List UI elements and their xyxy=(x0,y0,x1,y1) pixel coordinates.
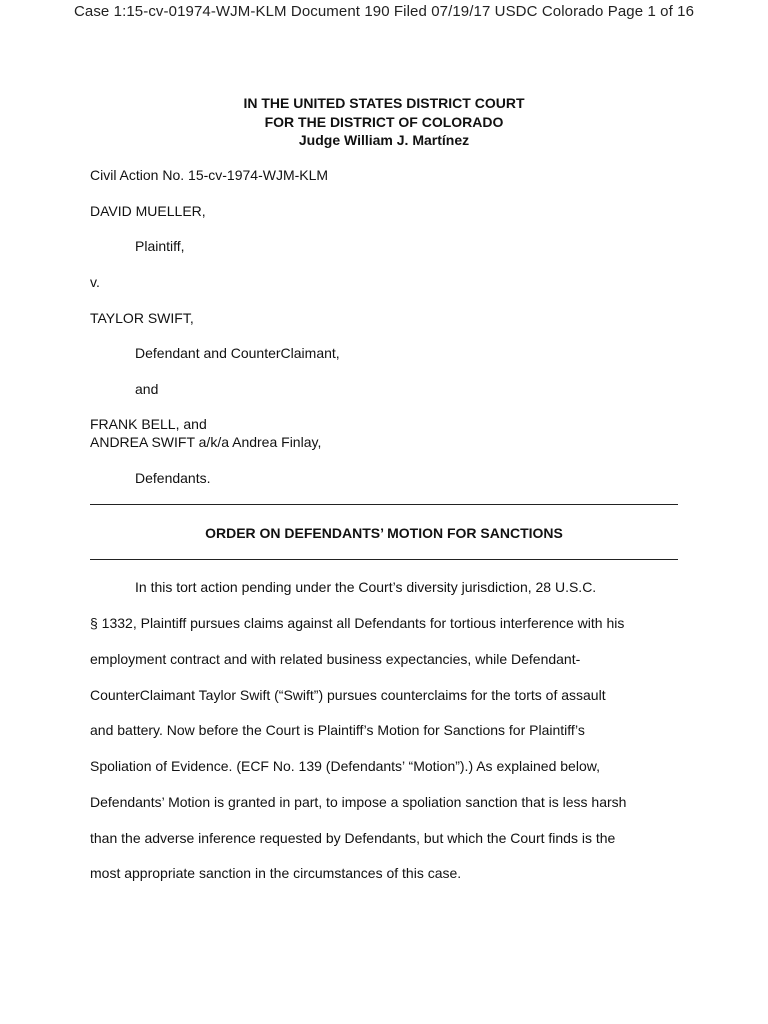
body-line: than the adverse inference requested by Defendants, but which the Court finds is the xyxy=(90,830,616,846)
case-header-stamp: Case 1:15-cv-01974-WJM-KLM Document 190 Filed 07/19/17 USDC Colorado Page 1 of 16 xyxy=(73,3,695,20)
civil-action-number: Civil Action No. 15-cv-1974-WJM-KLM xyxy=(90,167,329,183)
court-heading-judge: Judge William J. Martínez xyxy=(298,132,470,148)
order-title: ORDER ON DEFENDANTS’ MOTION FOR SANCTIONS xyxy=(205,525,563,541)
court-heading-line-1: IN THE UNITED STATES DISTRICT COURT xyxy=(243,95,525,111)
other-defendant-1: FRANK BELL, and xyxy=(90,416,207,432)
body-line: § 1332, Plaintiff pursues claims against all Defendants for tortious interference with his xyxy=(90,615,625,631)
versus: v. xyxy=(90,274,100,290)
body-line: employment contract and with related business expectancies, while Defendant- xyxy=(90,651,581,667)
body-line: and battery. Now before the Court is Plaintiff’s Motion for Sanctions for Plaintiff’s xyxy=(90,722,585,738)
defendant-name: TAYLOR SWIFT, xyxy=(90,310,194,326)
body-line: CounterClaimant Taylor Swift (“Swift”) pursues counterclaims for the torts of assault xyxy=(90,687,606,703)
other-defendant-2: ANDREA SWIFT a/k/a Andrea Finlay, xyxy=(90,434,322,450)
body-line: Defendants’ Motion is granted in part, to impose a spoliation sanction that is less harsh xyxy=(90,794,627,810)
body-line: In this tort action pending under the Court’s diversity jurisdiction, 28 U.S.C. xyxy=(135,579,597,595)
plaintiff-role: Plaintiff, xyxy=(135,238,185,254)
body-line: most appropriate sanction in the circumstances of this case. xyxy=(90,865,462,881)
court-heading xyxy=(0,94,768,150)
court-heading-line-2: FOR THE DISTRICT OF COLORADO xyxy=(264,113,504,130)
body-line: Spoliation of Evidence. (ECF No. 139 (Defendants’ “Motion”).) As explained below, xyxy=(90,758,600,774)
top-divider xyxy=(90,504,678,505)
bottom-divider xyxy=(90,559,678,560)
caption-and: and xyxy=(135,381,159,397)
plaintiff-name: DAVID MUELLER, xyxy=(90,203,206,219)
defendant-role: Defendant and CounterClaimant, xyxy=(135,345,340,361)
defendants-role: Defendants. xyxy=(135,470,211,486)
